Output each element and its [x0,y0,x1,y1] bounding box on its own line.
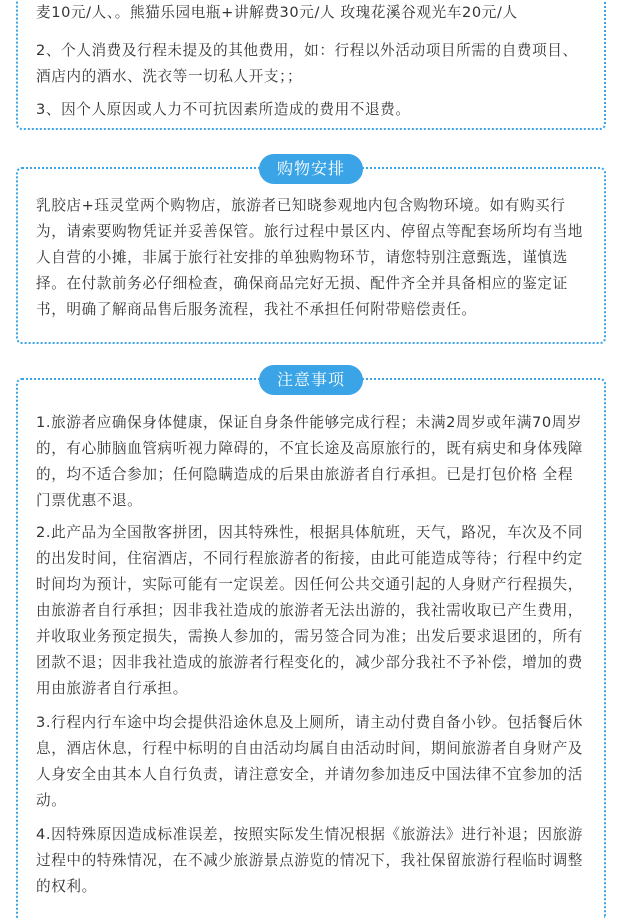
notes-item-1: 1.旅游者应确保身体健康，保证自身条件能够完成行程；未满2周岁或年满70周岁的，有心肺脑血管病听视力障碍的，不宜长途及高原旅行的，既有病史和身体残障的，均不适合参加；任何隐瞒造成的后果由旅游者自行承担。已是打包价格 全程门票优惠不退。 [36,414,583,509]
fees-item-2: 2、个人消费及行程未提及的其他费用，如：行程以外活动项目所需的自费项目、酒店内的酒水、洗衣等一切私人开支；； [36,42,578,85]
notes-item-4: 4.因特殊原因造成标准误差，按照实际发生情况根据《旅游法》进行补退；因旅游过程中的特殊情况，在不减少旅游景点游览的情况下，我社保留旅游行程临时调整的权利。 [36,826,583,895]
shopping-body: 乳胶店+珏灵堂两个购物店，旅游者已知晓参观地内包含购物环境。如有购买行为，请索要购物凭证并妥善保管。旅行过程中景区内、停留点等配套场所均有当地人自营的小摊，非属于旅行社安排的单独购物环节，请您特别注意甄选，谨慎选择。在付款前务必仔细检查，确保商品完好无损、配件齐全并具备相应的鉴定证书，明确了解商品售后服务流程，我社不承担任何附带赔偿责任。 [36,197,583,318]
notes-title: 注意事项 [259,365,363,395]
notes-item-3: 3.行程内行车途中均会提供沿途休息及上厕所，请主动付费自备小钞。包括餐后休息，酒店休息，行程中标明的自由活动均属自由活动时间，期间旅游者自身财产及人身安全由其本人自行负责，请注意安全，并请勿参加违反中国法律不宜参加的活动。 [36,714,583,809]
shopping-title: 购物安排 [259,154,363,184]
fees-line-top: 麦10元/人、。熊猫乐园电瓶+讲解费30元/人 玫瑰花溪谷观光车20元/人 [36,4,518,21]
notes-item-2: 2.此产品为全国散客拼团，因其特殊性，根据具体航班，天气，路况，车次及不同的出发时间，住宿酒店，不同行程旅游者的衔接，由此可能造成等待；行程中约定时间均为预计，实际可能有一定误差。因任何公共交通引起的人身财产行程损失，由旅游者自行承担；因非我社造成的旅游者无法出游的，我社需收取已产生费用，并收取业务预定损失，需换人参加的，需另签合同为准；出发后要求退团的，所有团款不退；因非我社造成的旅游者行程变化的，减少部分我社不予补偿，增加的费用由旅游者自行承担。 [36,524,583,697]
fees-item-3: 3、因个人原因或人力不可抗因素所造成的费用不退费。 [36,101,411,118]
